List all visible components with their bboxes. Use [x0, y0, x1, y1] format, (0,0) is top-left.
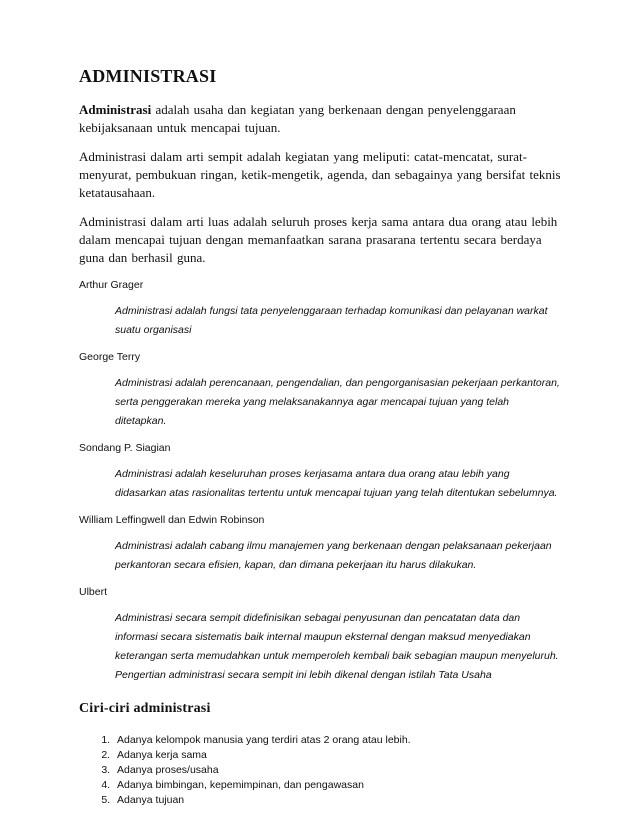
list-item: 1. Adanya kelompok manusia yang terdiri atas 2 orang atau lebih.	[113, 733, 562, 748]
page-title: ADMINISTRASI	[79, 66, 217, 86]
list-item: 2. Adanya kerja sama	[113, 748, 562, 763]
intro-term: Administrasi	[79, 102, 152, 117]
intro-paragraph	[79, 101, 562, 137]
expert-quote: Administrasi secara sempit didefinisikan sebagai penyusunan dan pencatatan data dan informasi secara sistematis baik internal maupun eksternal dengan maksud menyediakan keterangan serta memudahkan untuk memperoleh kembali baik sebagian maupun menyeluruh. Pengertian administrasi secara sempit ini lebih dikenal dengan istilah Tata Usaha	[115, 612, 559, 681]
expert-quote: Administrasi adalah cabang ilmu manajemen yang berkenaan dengan pelaksanaan pekerjaan perkantoran secara efisien, kapan, dan dimana pekerjaan itu harus dilakukan.	[115, 540, 552, 571]
broad-definition: Administrasi dalam arti luas adalah seluruh proses kerja sama antara dua orang atau lebih dalam mencapai tujuan dengan memanfaatkan sarana prasarana tertentu secara berdaya guna dan berhasil guna.	[79, 214, 558, 265]
features-list	[79, 733, 562, 808]
intro-text: adalah usaha dan kegiatan yang berkenaan dengan penyelenggaraan kebijaksanaan untuk mencapai tujuan.	[79, 102, 516, 135]
features-heading: Ciri-ciri administrasi	[79, 701, 211, 716]
list-item: 4. Adanya bimbingan, kepemimpinan, dan pengawasan	[113, 778, 562, 793]
expert-quote: Administrasi adalah keseluruhan proses kerjasama antara dua orang atau lebih yang didasarkan atas rasionalitas tertentu untuk mencapai tujuan yang telah ditentukan sebelumnya.	[115, 468, 558, 499]
expert-name: Arthur Grager	[79, 279, 144, 291]
expert-name: George Terry	[79, 351, 141, 363]
expert-name: Sondang P. Siagian	[79, 442, 171, 454]
expert-quote: Administrasi adalah perencanaan, pengendalian, dan pengorganisasian pekerjaan perkantoran, serta penggerakan mereka yang melaksanakannya agar mencapai tujuan yang telah ditetapkan.	[115, 377, 560, 427]
expert-name: William Leffingwell dan Edwin Robinson	[79, 514, 265, 526]
expert-quote: Administrasi adalah fungsi tata penyelenggaraan terhadap komunikasi dan pelayanan warkat suatu organisasi	[115, 305, 548, 336]
expert-name: Ulbert	[79, 586, 108, 598]
narrow-definition: Administrasi dalam arti sempit adalah kegiatan yang meliputi: catat-mencatat, surat-menyurat, pembukuan ringan, ketik-mengetik, agenda, dan sebagainya yang bersifat teknis ketatausahaan.	[79, 149, 561, 200]
list-item: 5. Adanya tujuan	[113, 793, 562, 808]
list-item: 3. Adanya proses/usaha	[113, 763, 562, 778]
